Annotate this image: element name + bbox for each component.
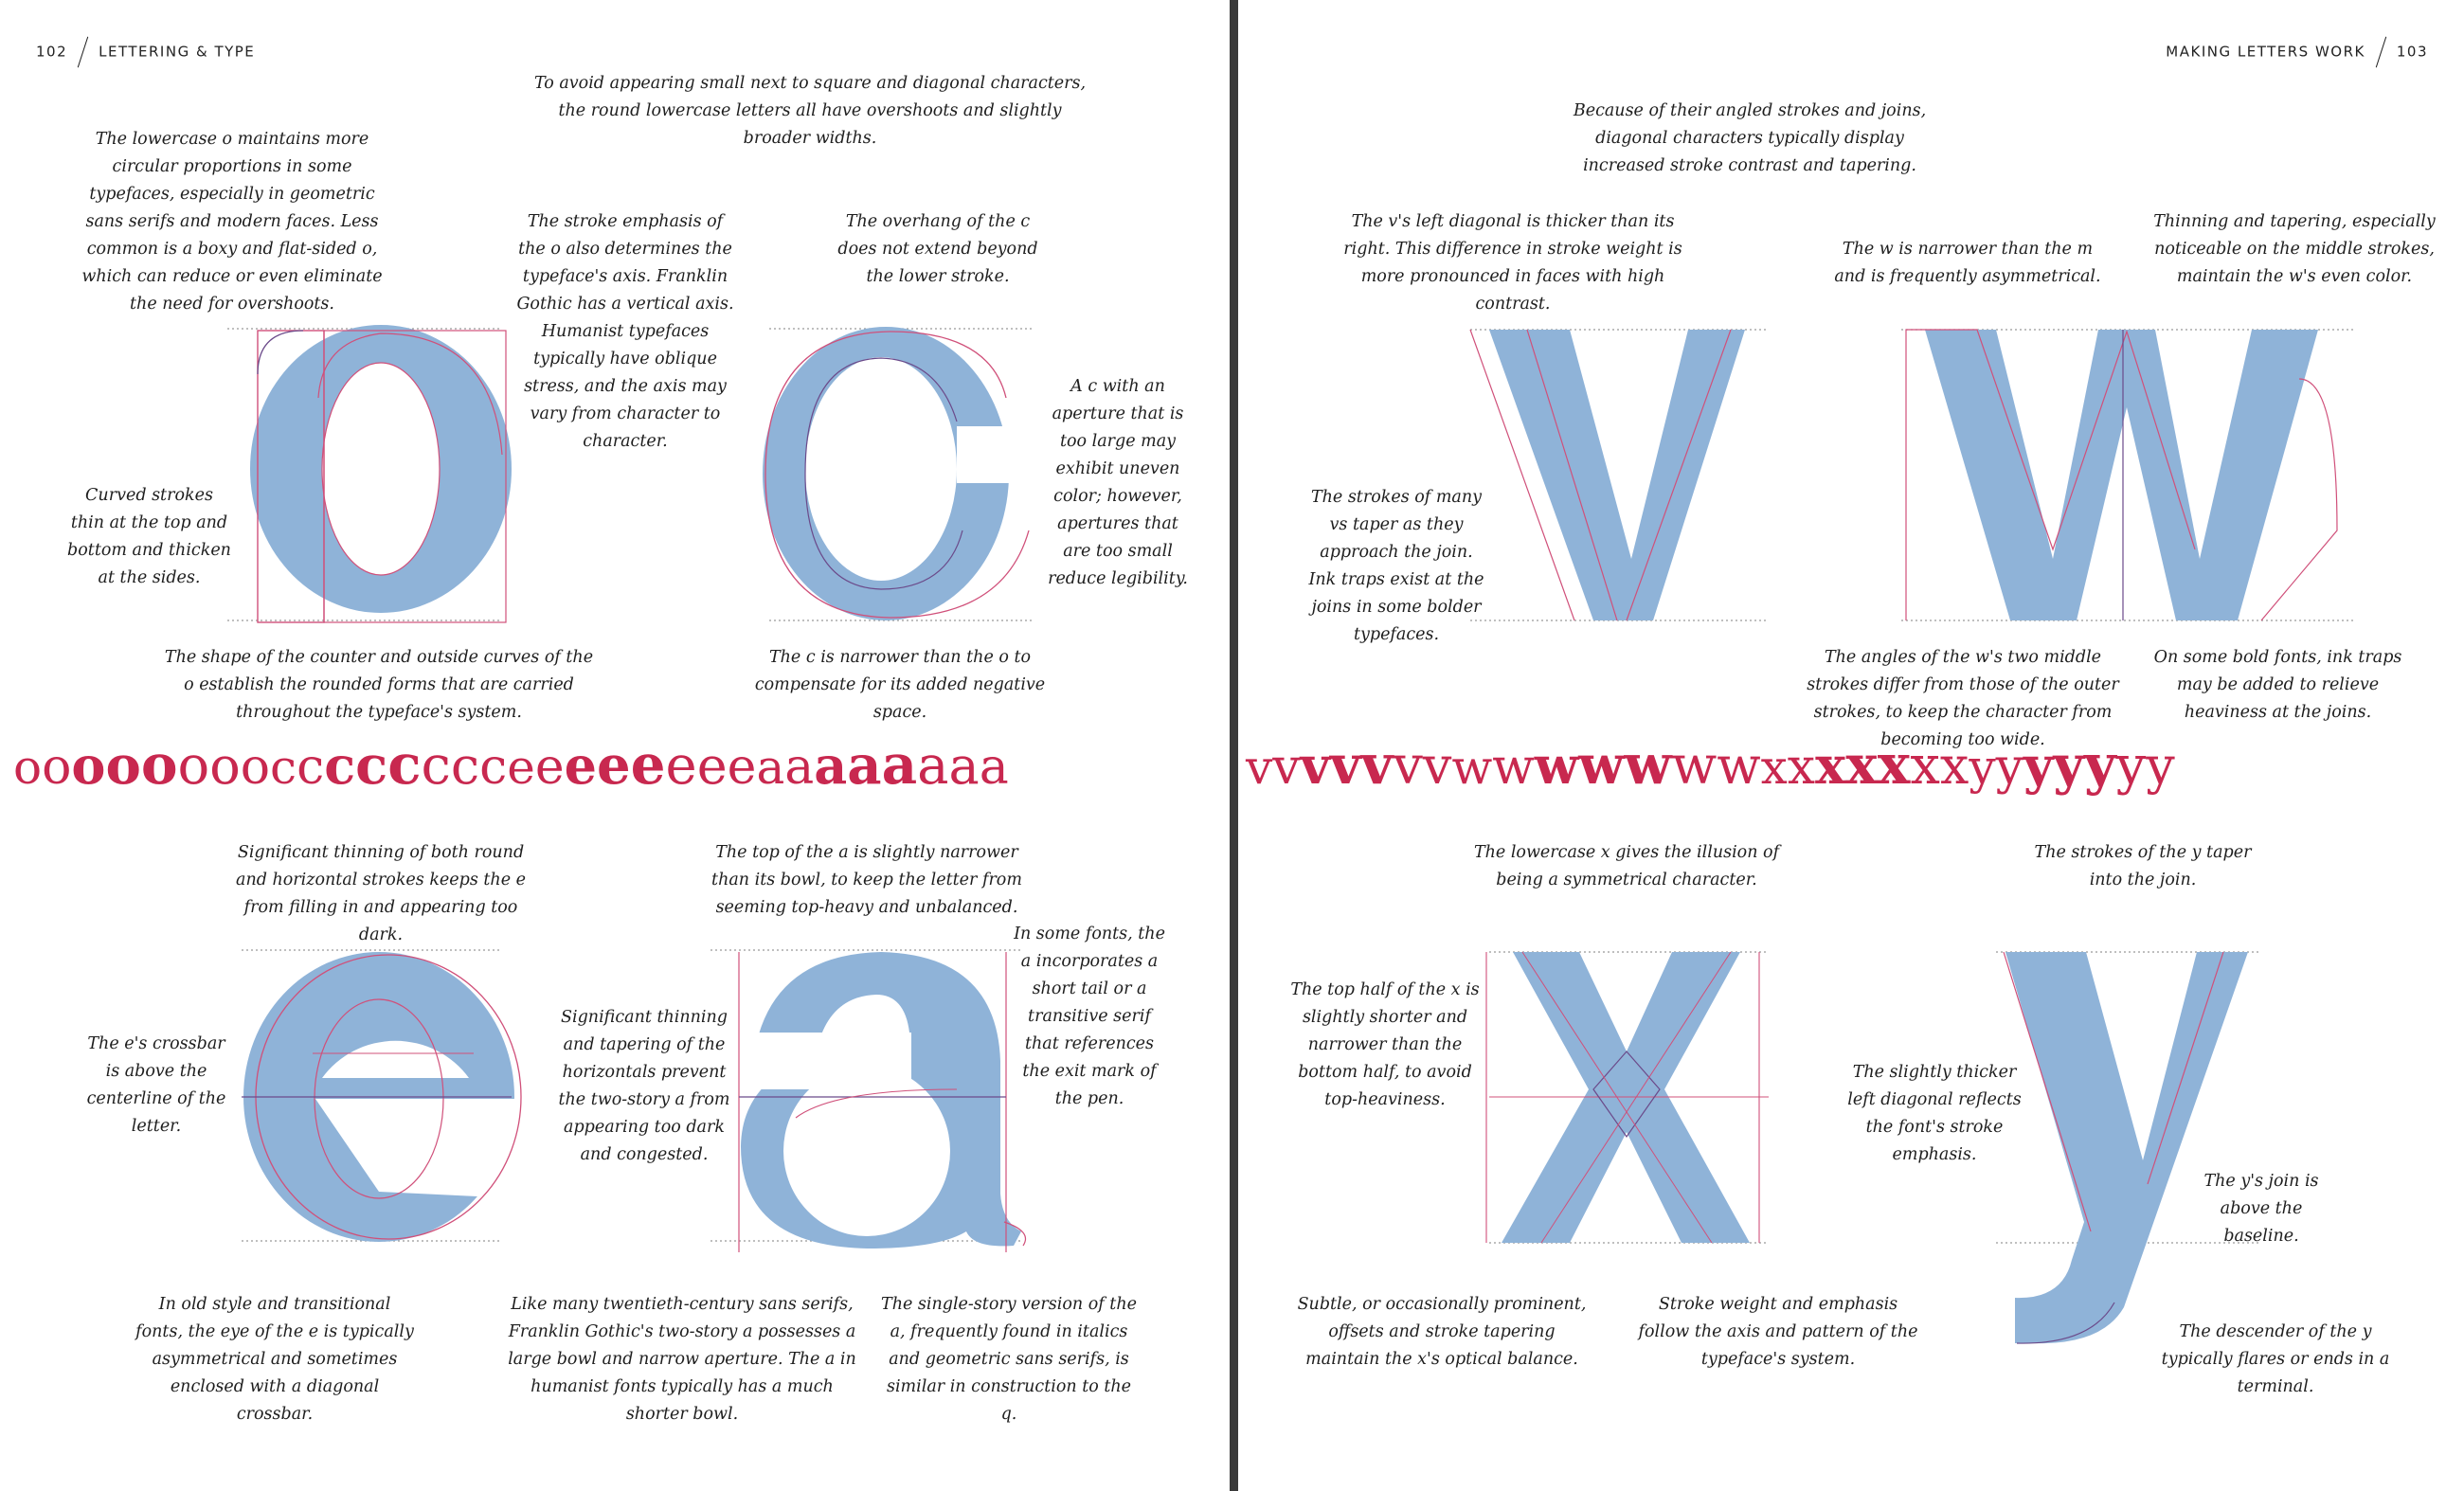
specimen-letter-a: a: [756, 740, 785, 795]
o-glyph: [250, 325, 512, 613]
specimen-letter-o: o: [42, 739, 72, 796]
specimen-letter-a: a: [784, 739, 815, 796]
specimen-letter-w: w: [1451, 740, 1493, 795]
left-page: [0, 0, 1230, 1491]
note-o-stress: The stroke emphasis of the o also determines the typeface's axis. Franklin Gothic has a vertical axis. Humanist typefaces typically have oblique stress, and the axis may vary from character to character.: [516, 212, 734, 451]
v-glyph: [1489, 330, 1745, 620]
note-c-aperture: A c with an aperture that is too large may exhibit uneven color; however, apertures that are too small reduce legibility.: [1048, 377, 1188, 588]
specimen-letter-w: w: [1717, 736, 1761, 796]
specimen-letter-c: c: [450, 736, 480, 796]
note-a-two-story: Like many twentieth-century sans serifs, Franklin Gothic's two-story a possesses a large bowl and narrow aperture. The a in humanist fonts typically has a much shorter bowl.: [508, 1295, 856, 1424]
note-e-crossbar: The e's crossbar is above the centerline of the letter.: [86, 1034, 226, 1136]
e-glyph-diagram: [242, 950, 521, 1242]
specimen-letter-e: e: [696, 736, 728, 796]
v-glyph-diagram: [1470, 330, 1769, 620]
specimen-letter-a: a: [847, 734, 882, 797]
note-w-narrower: The w is narrower than the m and is frequently asymmetrical.: [1834, 240, 2101, 286]
note-c-narrower: The c is narrower than the o to compensate for its added negative space.: [754, 648, 1046, 722]
note-o-proportions: The lowercase o maintains more circular proportions in some typefaces, especially in geometric sans serifs and modern faces. Less common is a boxy and flat-sided o, which can reduce or even eliminate the need for overshoots.: [81, 130, 383, 314]
specimen-letter-e: e: [507, 740, 535, 795]
specimen-letter-a: a: [917, 735, 949, 797]
specimen-letter-w: w: [1624, 732, 1672, 797]
specimen-letter-y: y: [2023, 735, 2054, 796]
note-x-weight: Stroke weight and emphasis follow the axis and pattern of the typeface's system.: [1638, 1295, 1918, 1369]
note-v-taper: The strokes of many vs taper as they approach the join. Ink traps exist at the joins in some bolder typefaces.: [1308, 488, 1484, 644]
x-glyph-diagram: [1486, 952, 1769, 1243]
note-o-counter: The shape of the counter and outside curves of the o establish the rounded forms that are carried throughout the typeface's system.: [164, 648, 594, 722]
note-w-thinning: Thinning and tapering, especially noticeable on the middle strokes, maintain the w's even color.: [2153, 212, 2436, 286]
specimen-letter-c: c: [355, 734, 388, 797]
specimen-letter-v: v: [1300, 735, 1331, 796]
specimen-letter-w: w: [1534, 735, 1579, 796]
specimen-letter-o: o: [71, 735, 106, 796]
note-e-eye: In old style and transitional fonts, the eye of the e is typically asymmetrical and sometimes enclosed with a diagonal crossbar.: [135, 1295, 414, 1424]
right-page: [1238, 0, 2464, 1491]
specimen-letter-v: v: [1360, 732, 1394, 797]
specimen-letter-y: y: [1969, 740, 1996, 795]
specimen-letter-e: e: [564, 735, 597, 796]
specimen-strip-ocea: [13, 732, 1009, 797]
right-page-number: 103: [2396, 43, 2428, 61]
note-a-top: The top of the a is slightly narrower than its bowl, to keep the letter from seeming top-heavy and unbalanced.: [711, 843, 1022, 917]
specimen-letter-x: x: [1939, 736, 1969, 796]
note-x-offsets: Subtle, or occasionally prominent, offsets and stroke tapering maintain the x's optical balance.: [1297, 1295, 1587, 1369]
note-a-horizontals: Significant thinning and tapering of the horizontals prevent the two-story a from appearing too dark and congested.: [558, 1008, 730, 1164]
note-w-ink-traps: On some bold fonts, ink traps may be added to relieve heaviness at the joins.: [2153, 648, 2402, 722]
specimen-letter-v: v: [1422, 736, 1452, 796]
specimen-letter-c: c: [270, 740, 297, 795]
specimen-letter-a: a: [814, 735, 848, 796]
note-y-thicker: The slightly thicker left diagonal reflects the font's stroke emphasis.: [1847, 1063, 2022, 1164]
specimen-letter-y: y: [2146, 736, 2175, 796]
specimen-letter-y: y: [2083, 732, 2116, 797]
note-y-descender: The descender of the y typically flares or ends in a terminal.: [2161, 1322, 2390, 1396]
specimen-letter-e: e: [665, 735, 697, 797]
w-glyph: [1925, 330, 2318, 620]
specimen-letter-y: y: [2053, 734, 2084, 797]
specimen-letter-o: o: [240, 739, 271, 796]
w-glyph-diagram: [1901, 330, 2356, 620]
specimen-letter-v: v: [1393, 735, 1423, 797]
specimen-letter-e: e: [597, 734, 631, 797]
specimen-letter-o: o: [209, 736, 241, 796]
note-x-symmetry: The lowercase x gives the illusion of being a symmetrical character.: [1473, 843, 1780, 889]
specimen-letter-w: w: [1671, 735, 1718, 797]
note-y-taper: The strokes of the y taper into the join.: [2034, 843, 2252, 889]
note-x-top-half: The top half of the x is slightly shorter and narrower than the bottom half, to avoid top-heaviness.: [1290, 980, 1480, 1109]
note-a-single-story: The single-story version of the a, frequently found in italics and geometric sans serifs, is similar in construction to the q.: [881, 1295, 1137, 1424]
specimen-letter-x: x: [1760, 740, 1788, 795]
specimen-letter-e: e: [534, 739, 565, 796]
specimen-letter-x: x: [1910, 735, 1940, 797]
note-a-tail: In some fonts, the a incorporates a short tail or a transitive serif that references the exit mark of the pen.: [1014, 925, 1165, 1108]
y-glyph-diagram: [1996, 952, 2261, 1343]
left-page-number: 102: [36, 43, 68, 61]
o-glyph-diagram: [227, 325, 512, 622]
left-running-head: LETTERING & TYPE: [99, 43, 256, 61]
specimen-letter-o: o: [177, 735, 210, 797]
note-v-diagonal: The v's left diagonal is thicker than its right. This difference in stroke weight is more pronounced in faces with high contrast.: [1343, 212, 1682, 314]
c-glyph-diagram: [763, 327, 1033, 620]
specimen-letter-x: x: [1787, 739, 1816, 796]
specimen-letter-c: c: [479, 739, 508, 796]
specimen-letter-a: a: [948, 736, 980, 796]
left-intro: To avoid appearing small next to square and diagonal characters, the round lowercase letters all have overshoots and slightly broader widths.: [533, 74, 1087, 148]
specimen-letter-e: e: [630, 732, 666, 797]
specimen-letter-x: x: [1815, 735, 1846, 796]
note-e-thinning: Significant thinning of both round and horizontal strokes keeps the e from filling in and appearing too dark.: [236, 843, 526, 944]
specimen-letter-v: v: [1330, 734, 1361, 797]
specimen-letter-a: a: [979, 739, 1009, 796]
specimen-letter-c: c: [324, 735, 356, 796]
specimen-letter-a: a: [881, 732, 918, 797]
specimen-letter-x: x: [1877, 732, 1911, 797]
specimen-letter-o: o: [140, 732, 178, 797]
specimen-letter-x: x: [1845, 734, 1878, 797]
specimen-letter-w: w: [1492, 739, 1535, 796]
note-y-join: The y's join is above the baseline.: [2203, 1172, 2319, 1246]
note-c-overhang: The overhang of the c does not extend beyond the lower stroke.: [837, 212, 1038, 286]
specimen-letter-c: c: [297, 739, 325, 796]
specimen-letter-y: y: [2115, 735, 2147, 797]
a-glyph-diagram: [710, 950, 1026, 1252]
specimen-letter-c: c: [421, 735, 451, 797]
note-curved-strokes: Curved strokes thin at the top and bottom and thicken at the sides.: [67, 486, 231, 587]
specimen-letter-v: v: [1272, 739, 1301, 796]
specimen-strip-vwxy: [1246, 732, 2175, 797]
c-glyph: [763, 327, 1009, 620]
right-running-head: MAKING LETTERS WORK: [2166, 43, 2365, 61]
note-w-angles: The angles of the w's two middle strokes differ from those of the outer strokes, to keep the character from becoming too wide.: [1807, 648, 2119, 749]
specimen-letter-y: y: [1995, 739, 2024, 796]
specimen-letter-v: v: [1246, 740, 1273, 795]
y-glyph: [2005, 952, 2248, 1343]
page-gutter: [1230, 0, 1238, 1491]
specimen-letter-e: e: [727, 739, 757, 796]
specimen-letter-w: w: [1578, 734, 1625, 797]
right-intro: Because of their angled strokes and joins, diagonal characters typically display increased stroke contrast and tapering.: [1573, 101, 1927, 175]
specimen-letter-o: o: [13, 740, 43, 795]
specimen-letter-c: c: [387, 732, 422, 797]
specimen-letter-o: o: [105, 734, 141, 797]
a-glyph: [741, 952, 1021, 1248]
